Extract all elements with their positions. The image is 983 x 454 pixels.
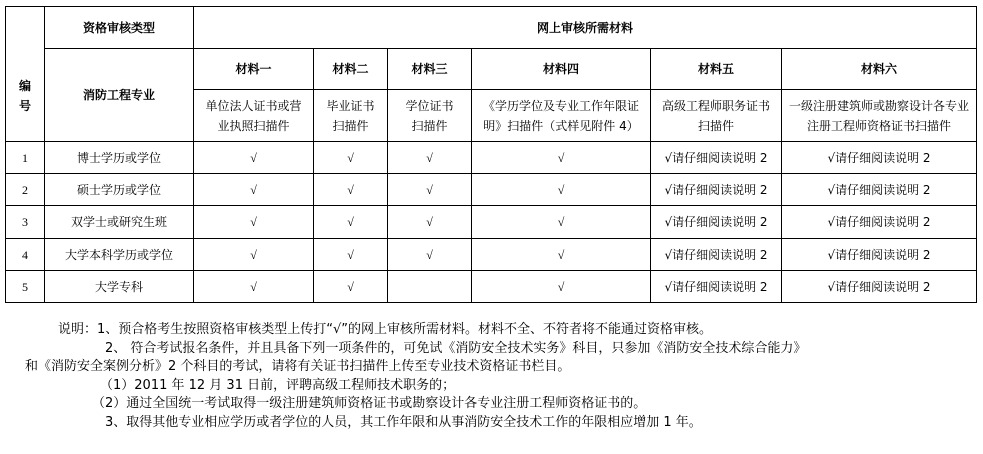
- check-mark-icon: √: [194, 239, 314, 271]
- desc-line: 明》扫描件（式样见附件 4）: [483, 118, 639, 133]
- check-mark-icon: √: [194, 206, 314, 239]
- check-mark-icon: √: [194, 142, 314, 174]
- row-number: 3: [6, 206, 45, 239]
- note-line-2: 2、 符合考试报名条件，并且具备下列一项条件的，可免试《消防安全技术实务》科目，只参加《消防安全技术综合能力》: [105, 340, 807, 356]
- material-3-desc: [388, 90, 472, 142]
- desc-line: 毕业证书: [326, 98, 375, 113]
- material-1-label: 材料一: [194, 49, 314, 90]
- table-row: [6, 142, 977, 174]
- row-number: 5: [6, 271, 45, 303]
- check-mark-icon: √: [314, 142, 388, 174]
- row-number: 1: [6, 142, 45, 174]
- major-header: 消防工程专业: [45, 49, 194, 142]
- desc-line: 扫描件: [411, 118, 448, 133]
- number-column-header: [6, 7, 45, 142]
- check-mark-icon: √: [388, 239, 472, 271]
- check-mark-icon: √: [194, 174, 314, 206]
- material-4-desc: [472, 90, 651, 142]
- material-2-desc: [314, 90, 388, 142]
- notes-section: [0, 321, 983, 432]
- table-row: [6, 174, 977, 206]
- check-mark-icon: √: [472, 142, 651, 174]
- material-5-cell: √请仔细阅读说明 2: [651, 142, 782, 174]
- materials-header: 网上审核所需材料: [194, 7, 977, 49]
- review-type-header: 资格审核类型: [45, 7, 194, 49]
- material-6-cell: √请仔细阅读说明 2: [782, 206, 977, 239]
- table-row: [6, 206, 977, 239]
- material-2-label: 材料二: [314, 49, 388, 90]
- desc-line: 高级工程师职务证书: [661, 98, 770, 113]
- number-header-text: 编号: [19, 79, 32, 113]
- desc-line: 《学历学位及专业工作年限证: [482, 98, 639, 113]
- material-6-cell: √请仔细阅读说明 2: [782, 174, 977, 206]
- material-5-cell: √请仔细阅读说明 2: [651, 174, 782, 206]
- row-type: 大学本科学历或学位: [45, 239, 194, 271]
- note-line-5: （2）通过全国统一考试取得一级注册建筑师资格证书或勘察设计各专业注册工程师资格证书的。: [92, 396, 647, 411]
- material-5-label: 材料五: [651, 49, 782, 90]
- desc-line: 扫描件: [697, 118, 734, 133]
- material-6-cell: √请仔细阅读说明 2: [782, 142, 977, 174]
- note-line-4: （1）2011 年 12 月 31 日前，评聘高级工程师技术职务的；: [100, 377, 456, 393]
- check-mark-icon: √: [472, 239, 651, 271]
- material-6-cell: √请仔细阅读说明 2: [782, 271, 977, 303]
- check-mark-icon: √: [472, 206, 651, 239]
- row-type: 双学士或研究生班: [45, 206, 194, 239]
- material-1-desc: [194, 90, 314, 142]
- material-5-desc: [651, 90, 782, 142]
- check-mark-icon: √: [388, 206, 472, 239]
- check-mark-icon: √: [314, 206, 388, 239]
- row-type: 博士学历或学位: [45, 142, 194, 174]
- material-3-label: 材料三: [388, 49, 472, 90]
- check-mark-icon: √: [472, 174, 651, 206]
- material-6-cell: √请仔细阅读说明 2: [782, 239, 977, 271]
- row-type: 硕士学历或学位: [45, 174, 194, 206]
- check-mark-icon: √: [314, 239, 388, 271]
- row-number: 4: [6, 239, 45, 271]
- check-mark-icon: √: [194, 271, 314, 303]
- check-mark-icon: √: [314, 174, 388, 206]
- table-row: [6, 239, 977, 271]
- desc-line: 业执照扫描件: [217, 118, 290, 133]
- desc-line: 单位法人证书或营: [205, 98, 302, 113]
- material-5-cell: √请仔细阅读说明 2: [651, 239, 782, 271]
- desc-line: 扫描件: [332, 118, 369, 133]
- material-4-label: 材料四: [472, 49, 651, 90]
- check-mark-icon: √: [472, 271, 651, 303]
- material-6-desc: [782, 90, 977, 142]
- table-row: [6, 271, 977, 303]
- desc-line: 一级注册建筑师或勘察设计各专业: [789, 98, 970, 113]
- desc-line: 学位证书: [405, 98, 454, 113]
- check-mark-icon: √: [388, 142, 472, 174]
- empty-cell: [388, 271, 472, 303]
- row-type: 大学专科: [45, 271, 194, 303]
- material-6-label: 材料六: [782, 49, 977, 90]
- note-line-1: 说明：1、预合格考生按照资格审核类型上传打“√”的网上审核所需材料。材料不全、不符者将不能通过资格审核。: [58, 322, 713, 337]
- note-line-6: 3、取得其他专业相应学历或者学位的人员，其工作年限和从事消防安全技术工作的年限相应增加 1 年。: [105, 414, 702, 430]
- material-5-cell: √请仔细阅读说明 2: [651, 271, 782, 303]
- check-mark-icon: √: [388, 174, 472, 206]
- material-5-cell: √请仔细阅读说明 2: [651, 206, 782, 239]
- note-line-3: 和《消防安全案例分析》2 个科目的考试，请将有关证书扫描件上传至专业技术资格证书栏目。: [25, 359, 571, 374]
- row-number: 2: [6, 174, 45, 206]
- desc-line: 注册工程师资格证书扫描件: [807, 118, 952, 133]
- check-mark-icon: √: [314, 271, 388, 303]
- materials-requirement-table: [5, 6, 977, 303]
